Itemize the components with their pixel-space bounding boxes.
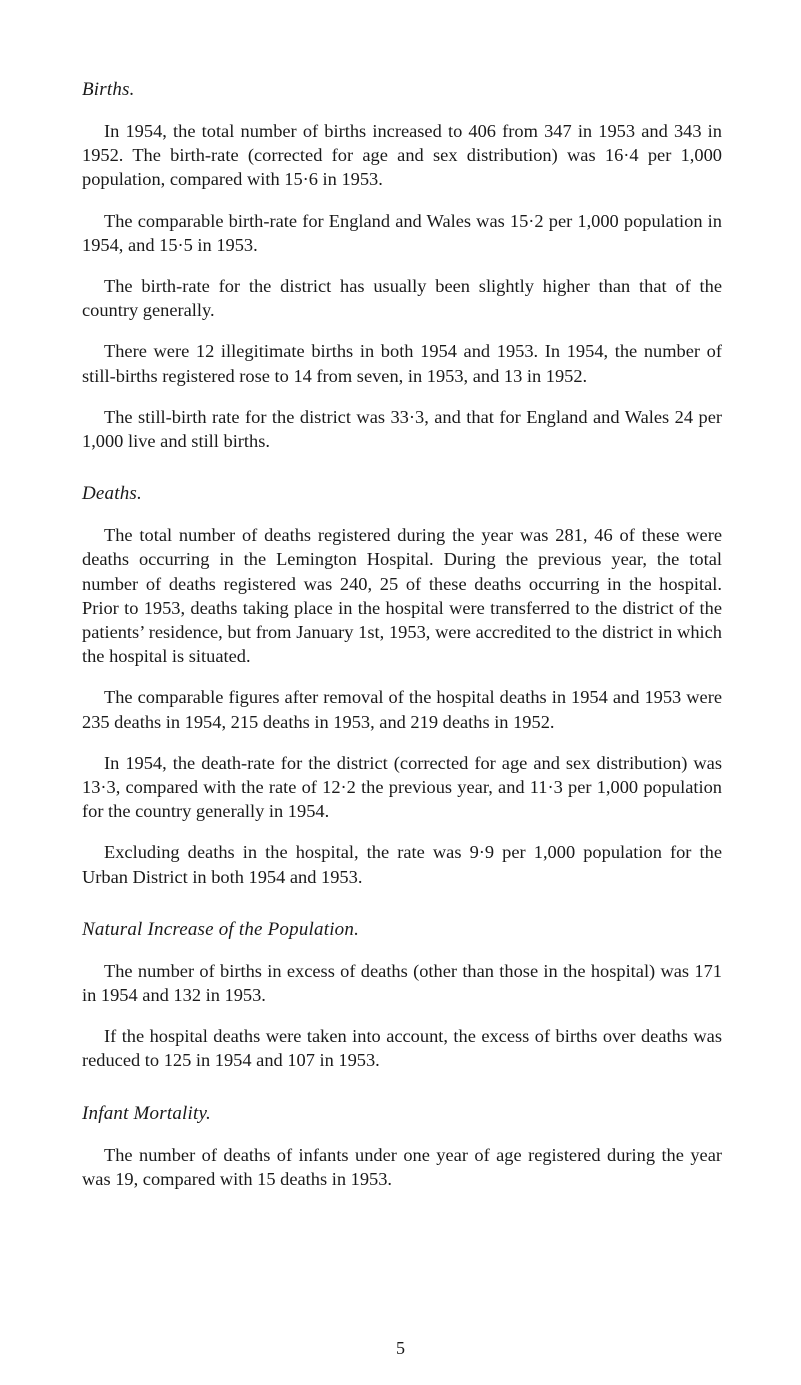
paragraph: The birth-rate for the district has usually been slightly higher than that of the country generally. [82, 276, 722, 321]
paragraph: In 1954, the total number of births increased to 406 from 347 in 1953 and 343 in 1952. The birth-rate (corrected for age and sex distribution) was 16·4 per 1,000 population, compared with 15·6 in 1953. [82, 121, 722, 190]
paragraph: The number of births in excess of deaths (other than those in the hospital) was 171 in 1954 and 132 in 1953. [82, 960, 722, 1006]
paragraph: If the hospital deaths were taken into account, the excess of births over deaths was reduced to 125 in 1954 and 107 in 1953. [82, 1026, 722, 1071]
section-heading: Natural Increase of the Population. [82, 918, 360, 940]
section-heading: Births. [82, 79, 135, 100]
section-heading: Deaths. [82, 483, 142, 505]
section-heading: Infant Mortality. [82, 1102, 212, 1124]
section-natural-increase [82, 918, 722, 1073]
section-deaths [82, 482, 722, 889]
paragraph: The total number of deaths registered during the year was 281, 46 of these were deaths occurring in the Lemington Hospital. During the previous year, the total number of deaths registered was 240, 25 of these deaths occurring in the hospital. Prior to 1953, deaths taking place in the hospital were transferred to the district of the patients’ residence, but from January 1st, 1953, were accredited to the district in which the hospital is situated. [82, 525, 722, 667]
paragraph: The number of deaths of infants under one year of age registered during the year was 19, compared with 15 deaths in 1953. [82, 1144, 722, 1189]
paragraph: The still-birth rate for the district was 33·3, and that for England and Wales 24 per 1,000 live and still births. [82, 406, 722, 452]
paragraph: Excluding deaths in the hospital, the rate was 9·9 per 1,000 population for the Urban District in both 1954 and 1953. [82, 842, 722, 887]
page-number: 5 [396, 1338, 405, 1358]
paragraph: In 1954, the death-rate for the district (corrected for age and sex distribution) was 13·3, compared with the rate of 12·2 the previous year, and 11·3 per 1,000 population for the country generally in 1954. [82, 752, 722, 822]
section-infant-mortality [82, 1102, 722, 1191]
document-page [82, 78, 722, 1220]
paragraph: There were 12 illegitimate births in both 1954 and 1953. In 1954, the number of still-births registered rose to 14 from seven, in 1953, and 13 in 1952. [82, 341, 722, 386]
paragraph: The comparable birth-rate for England and Wales was 15·2 per 1,000 population in 1954, and 15·5 in 1953. [82, 210, 722, 255]
paragraph: The comparable figures after removal of the hospital deaths in 1954 and 1953 were 235 deaths in 1954, 215 deaths in 1953, and 219 deaths in 1952. [82, 687, 722, 732]
section-births [82, 78, 722, 453]
